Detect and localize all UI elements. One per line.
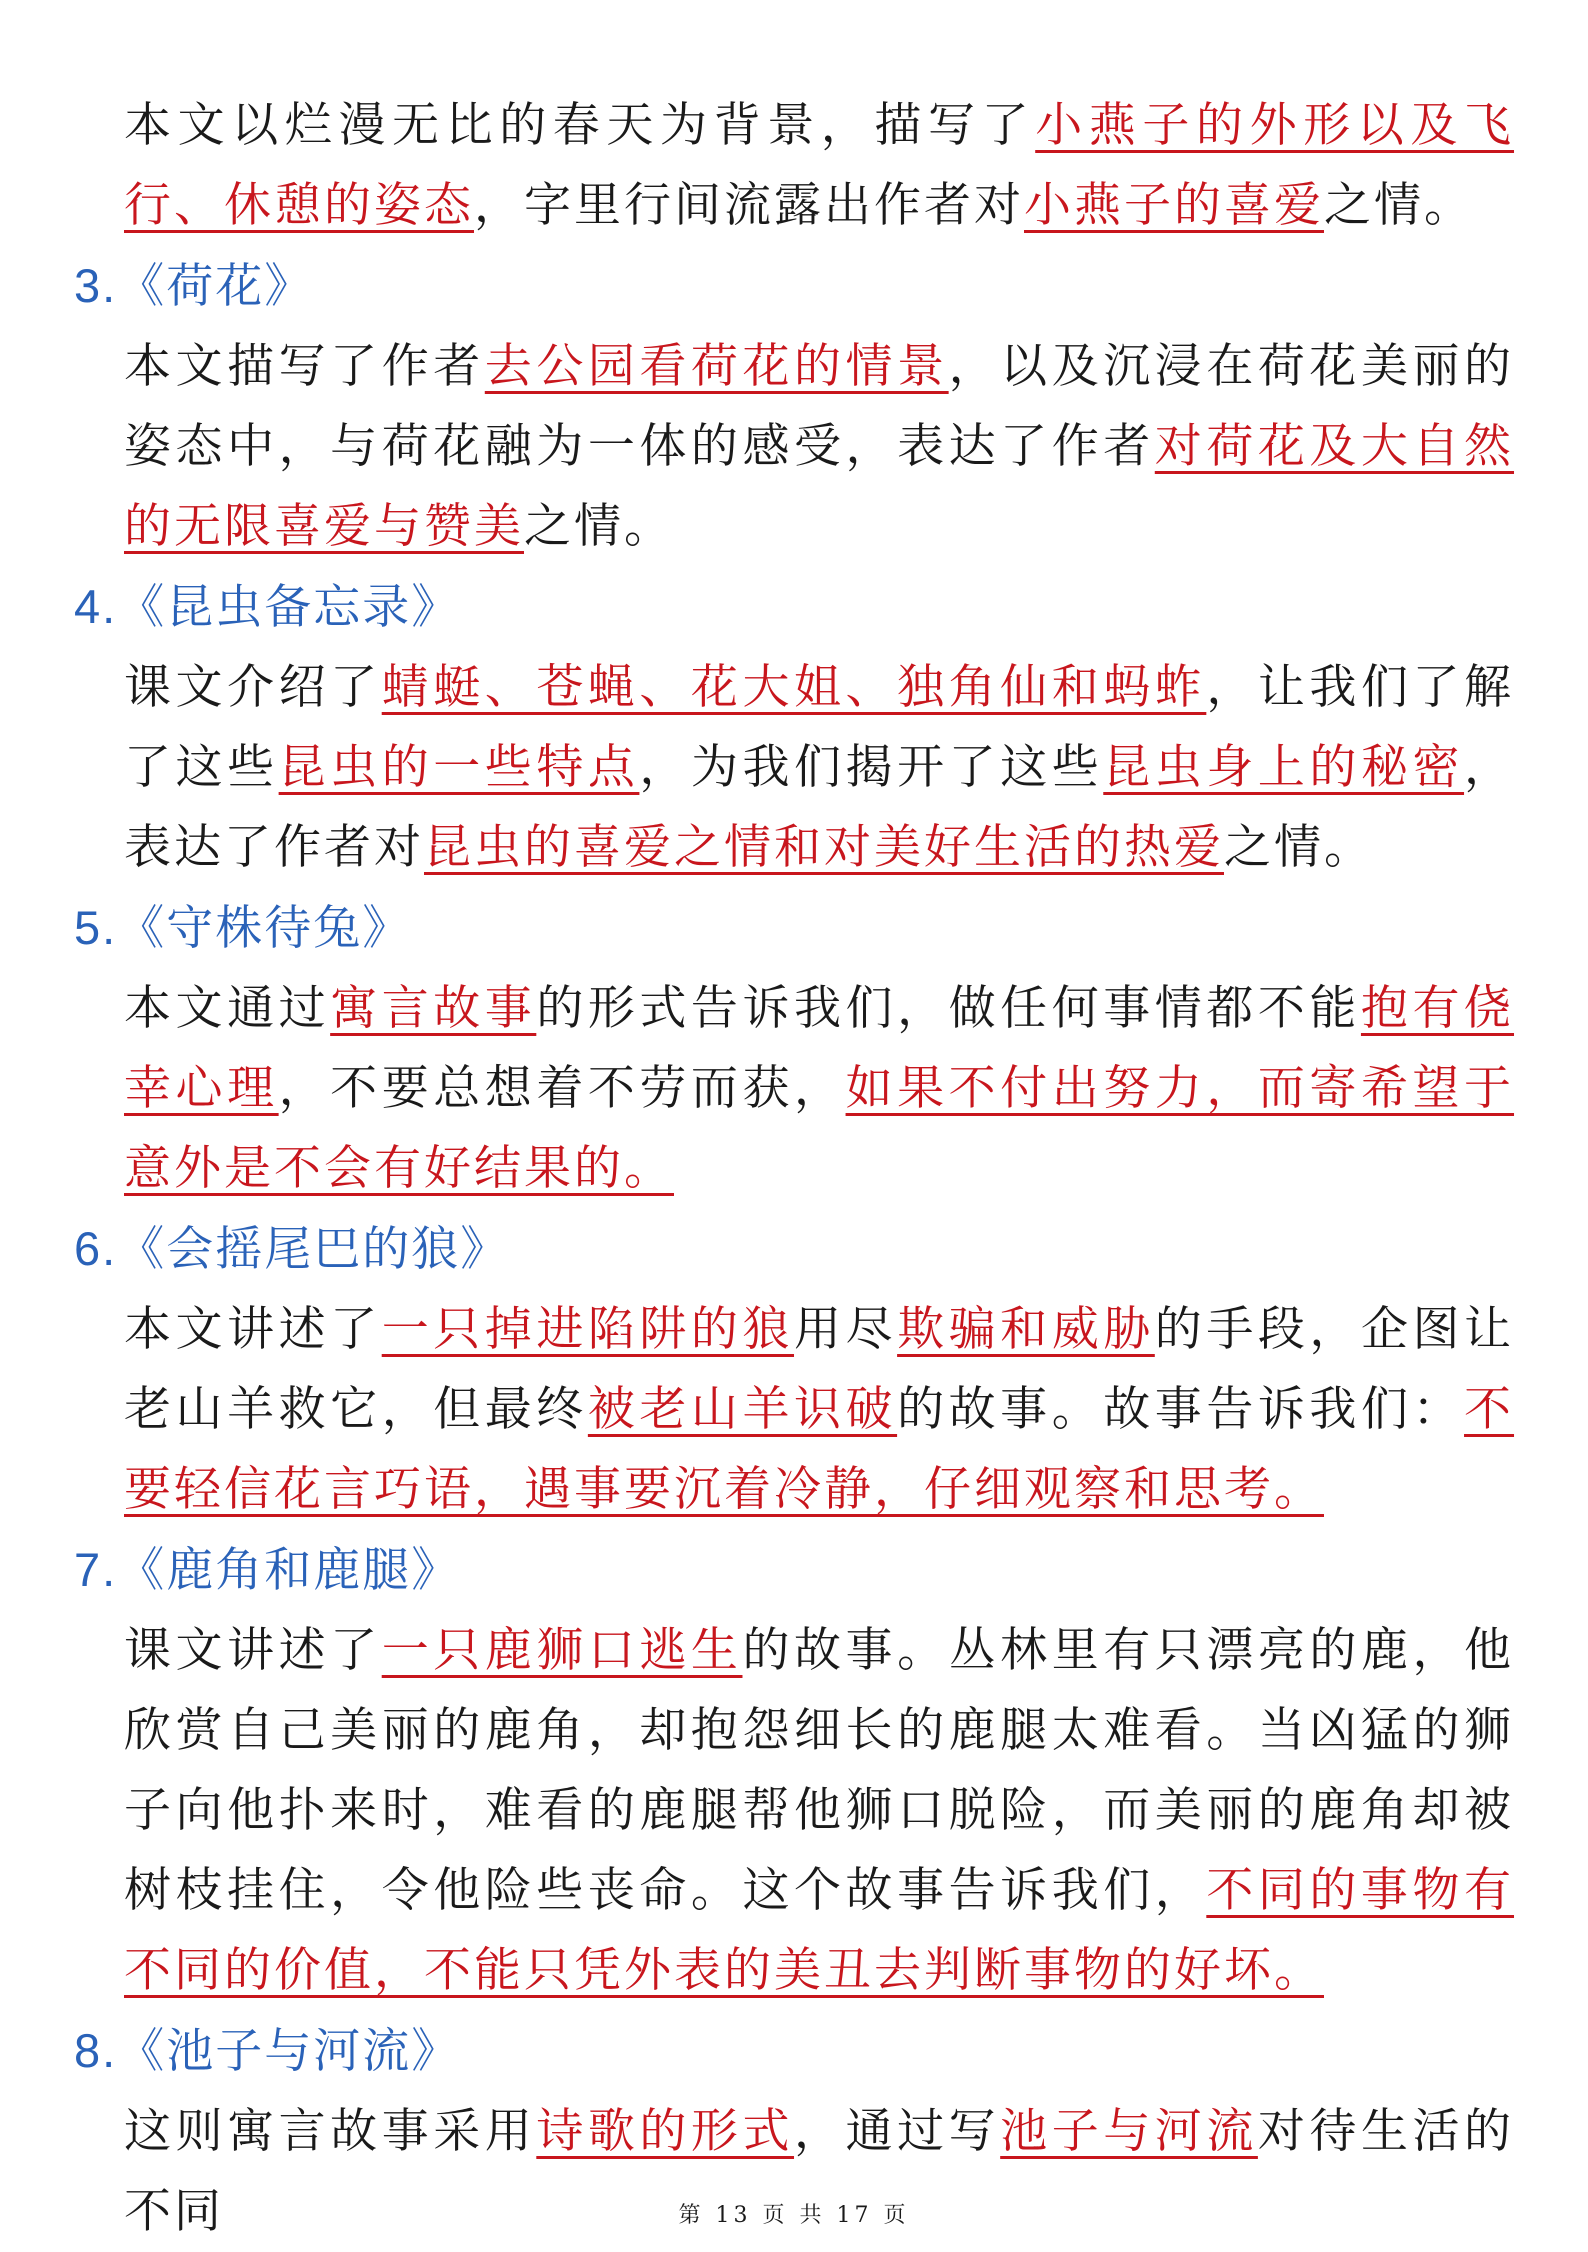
key-phrase: 昆虫身上的秘密 — [1103, 740, 1465, 795]
key-phrase: 昆虫的喜爱之情和对美好生活的热爱 — [424, 820, 1224, 875]
page-footer: 第 13 页 共 17 页 — [678, 2203, 910, 2228]
body-text: 的故事。丛林里有只漂亮的鹿，他欣赏自己美丽的鹿角，却抱怨细长的鹿腿太难看。当凶猛的狮子向他扑来时，难看的鹿腿帮他狮口脱险，而美丽的鹿角却被树枝挂住，令他险些丧命。这个故事告诉我们， — [124, 1623, 1515, 1918]
section-heading — [74, 246, 1514, 327]
body-text: 对待生活的不同 — [124, 2104, 1515, 2239]
section-paragraph — [124, 86, 1514, 246]
key-phrase: 一只掉进陷阱的狼 — [381, 1302, 795, 1357]
key-phrase: 被老山羊识破 — [587, 1382, 898, 1437]
key-phrase: 对荷花及大自然的无限喜爱与赞美 — [124, 419, 1515, 554]
body-text: ，让我们了解了这些 — [124, 660, 1515, 795]
section-heading — [74, 567, 1514, 648]
body-text: 本文讲述了 — [124, 1302, 382, 1357]
body-text: ，通过写 — [794, 2104, 1001, 2159]
body-text: ，不要总想着不劳而获， — [278, 1061, 846, 1116]
body-text: 之情。 — [1224, 820, 1374, 875]
body-text: 本文以烂漫无比的春天为背景，描写了 — [124, 98, 1036, 153]
body-text: 的形式告诉我们，做任何事情都不能 — [536, 981, 1361, 1036]
section-paragraph — [124, 1611, 1514, 2011]
section-number: 5. — [74, 901, 118, 954]
body-text: 本文描写了作者 — [124, 339, 485, 394]
body-text: 这则寓言故事采用 — [124, 2104, 537, 2159]
section-number: 4. — [74, 580, 118, 633]
key-phrase: 诗歌的形式 — [536, 2104, 795, 2159]
body-text: 之情。 — [1324, 178, 1474, 233]
key-phrase: 如果不付出努力，而寄希望于意外是不会有好结果的。 — [124, 1061, 1515, 1196]
key-phrase: 寓言故事 — [330, 981, 537, 1036]
key-phrase: 小燕子的外形以及飞行、休憩的姿态 — [124, 98, 1515, 233]
body-text: 的手段，企图让老山羊救它，但最终 — [124, 1302, 1515, 1437]
section-title: 《昆虫备忘录》 — [117, 580, 461, 635]
section-heading — [74, 888, 1514, 969]
section-heading — [74, 1209, 1514, 1290]
section-number: 7. — [74, 1543, 118, 1596]
body-text: 用尽 — [794, 1302, 898, 1357]
body-text: ，字里行间流露出作者对 — [474, 178, 1024, 233]
section-paragraph — [124, 969, 1514, 1209]
body-text: 本文通过 — [124, 981, 331, 1036]
body-text: ，以及沉浸在荷花美丽的姿态中，与荷花融为一体的感受，表达了作者 — [124, 339, 1515, 474]
key-phrase: 池子与河流 — [1000, 2104, 1258, 2159]
section-heading — [74, 1530, 1514, 1611]
section-paragraph — [124, 648, 1514, 888]
body-text: 的故事。故事告诉我们： — [897, 1382, 1465, 1437]
section-number: 8. — [74, 2024, 118, 2077]
key-phrase: 欺骗和威胁 — [897, 1302, 1155, 1357]
body-text: 课文讲述了 — [124, 1623, 382, 1678]
key-phrase: 不要轻信花言巧语，遇事要沉着冷静，仔细观察和思考。 — [124, 1382, 1515, 1517]
key-phrase: 一只鹿狮口逃生 — [381, 1623, 743, 1678]
section-title: 《会摇尾巴的狼》 — [117, 1222, 510, 1277]
section-number: 6. — [74, 1222, 118, 1275]
key-phrase: 昆虫的一些特点 — [278, 740, 640, 795]
section-paragraph — [124, 327, 1514, 567]
section-heading — [74, 2011, 1514, 2092]
section-title: 《守株待兔》 — [117, 901, 412, 956]
key-phrase: 抱有侥幸心理 — [124, 981, 1515, 1116]
key-phrase: 小燕子的喜爱 — [1024, 178, 1324, 233]
section-title: 《荷花》 — [117, 259, 314, 314]
body-text: ，表达了作者对 — [124, 740, 1515, 875]
key-phrase: 去公园看荷花的情景 — [484, 339, 949, 394]
key-phrase: 不同的事物有不同的价值，不能只凭外表的美丑去判断事物的好坏。 — [124, 1863, 1515, 1998]
section-title: 《池子与河流》 — [117, 2024, 461, 2079]
document-content — [74, 86, 1514, 2252]
body-text: 课文介绍了 — [124, 660, 382, 715]
body-text: ，为我们揭开了这些 — [639, 740, 1104, 795]
section-number: 3. — [74, 259, 118, 312]
section-paragraph — [124, 1290, 1514, 1530]
key-phrase: 蜻蜓、苍蝇、花大姐、独角仙和蚂蚱 — [381, 660, 1207, 715]
section-title: 《鹿角和鹿腿》 — [117, 1543, 461, 1598]
body-text: 之情。 — [524, 499, 674, 554]
